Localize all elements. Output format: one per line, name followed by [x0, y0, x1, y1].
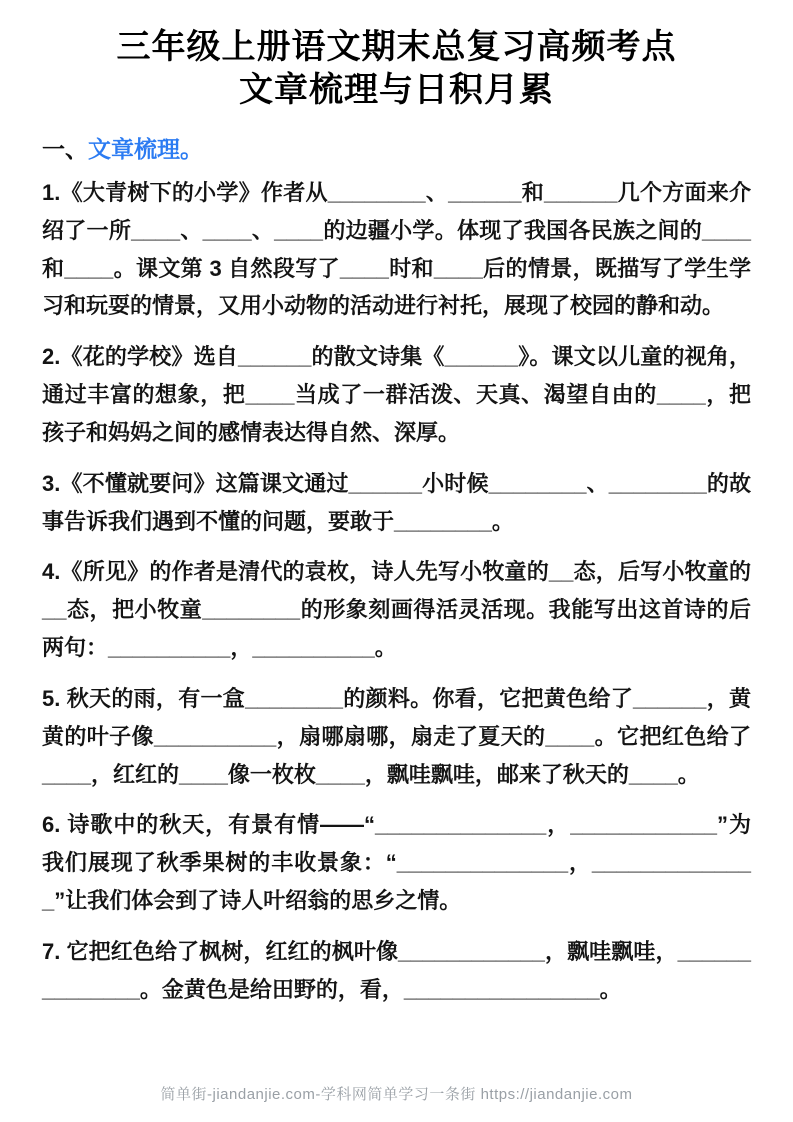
footer-watermark: 简单街-jiandanjie.com-学科网简单学习一条街 https://jiandanjie.com	[160, 1086, 633, 1103]
worksheet-item-2: 2.《花的学校》选自______的散文诗集《______》。课文以儿童的视角，通过丰富的想象，把____当成了一群活泼、天真、渴望自由的____，把孩子和妈妈之间的感情表达得自然、深厚。	[42, 344, 751, 445]
worksheet-item-1: 1.《大青树下的小学》作者从________、______和______几个方面来介绍了一所____、____、____的边疆小学。体现了我国各民族之间的____和____。课文第 3 自然段写了____时和____后的情景，既描写了学生学习和玩耍的情景，又用小动物的活动进行衬托，展现了校园的静和动。	[42, 180, 751, 319]
worksheet-item-7: 7. 它把红色给了枫树，红红的枫叶像____________，飘哇飘哇，______________。金黄色是给田野的，看，________________。	[42, 938, 751, 1002]
worksheet-item-3: 3.《不懂就要问》这篇课文通过______小时候________、________的故事告诉我们遇到不懂的问题，要敢于________。	[42, 470, 751, 534]
worksheet-item-5: 5. 秋天的雨，有一盒________的颜料。你看，它把黄色给了______，黄黄的叶子像__________，扇哪扇哪，扇走了夏天的____。它把红色给了____，红红的____像一枚枚____，飘哇飘哇，邮来了秋天的____。	[42, 685, 751, 787]
page-title	[42, 26, 751, 111]
title-line-2: 文章梳理与日积月累	[239, 70, 554, 109]
worksheet-item-4: 4.《所见》的作者是清代的袁枚，诗人先写小牧童的__态，后写小牧童的__态，把小牧童________的形象刻画得活灵活现。我能写出这首诗的后两句：__________，__________。	[42, 559, 751, 661]
section-title: 文章梳理。	[88, 136, 203, 162]
title-line-1: 三年级上册语文期末总复习高频考点	[116, 28, 677, 66]
section-heading	[42, 131, 751, 164]
section-number: 一、	[42, 136, 88, 162]
worksheet-item-6: 6. 诗歌中的秋天，有景有情——“______________，____________”为我们展现了秋季果树的丰收景象：“______________，______________”让我们体会到了诗人叶绍翁的思乡之情。	[42, 812, 751, 914]
